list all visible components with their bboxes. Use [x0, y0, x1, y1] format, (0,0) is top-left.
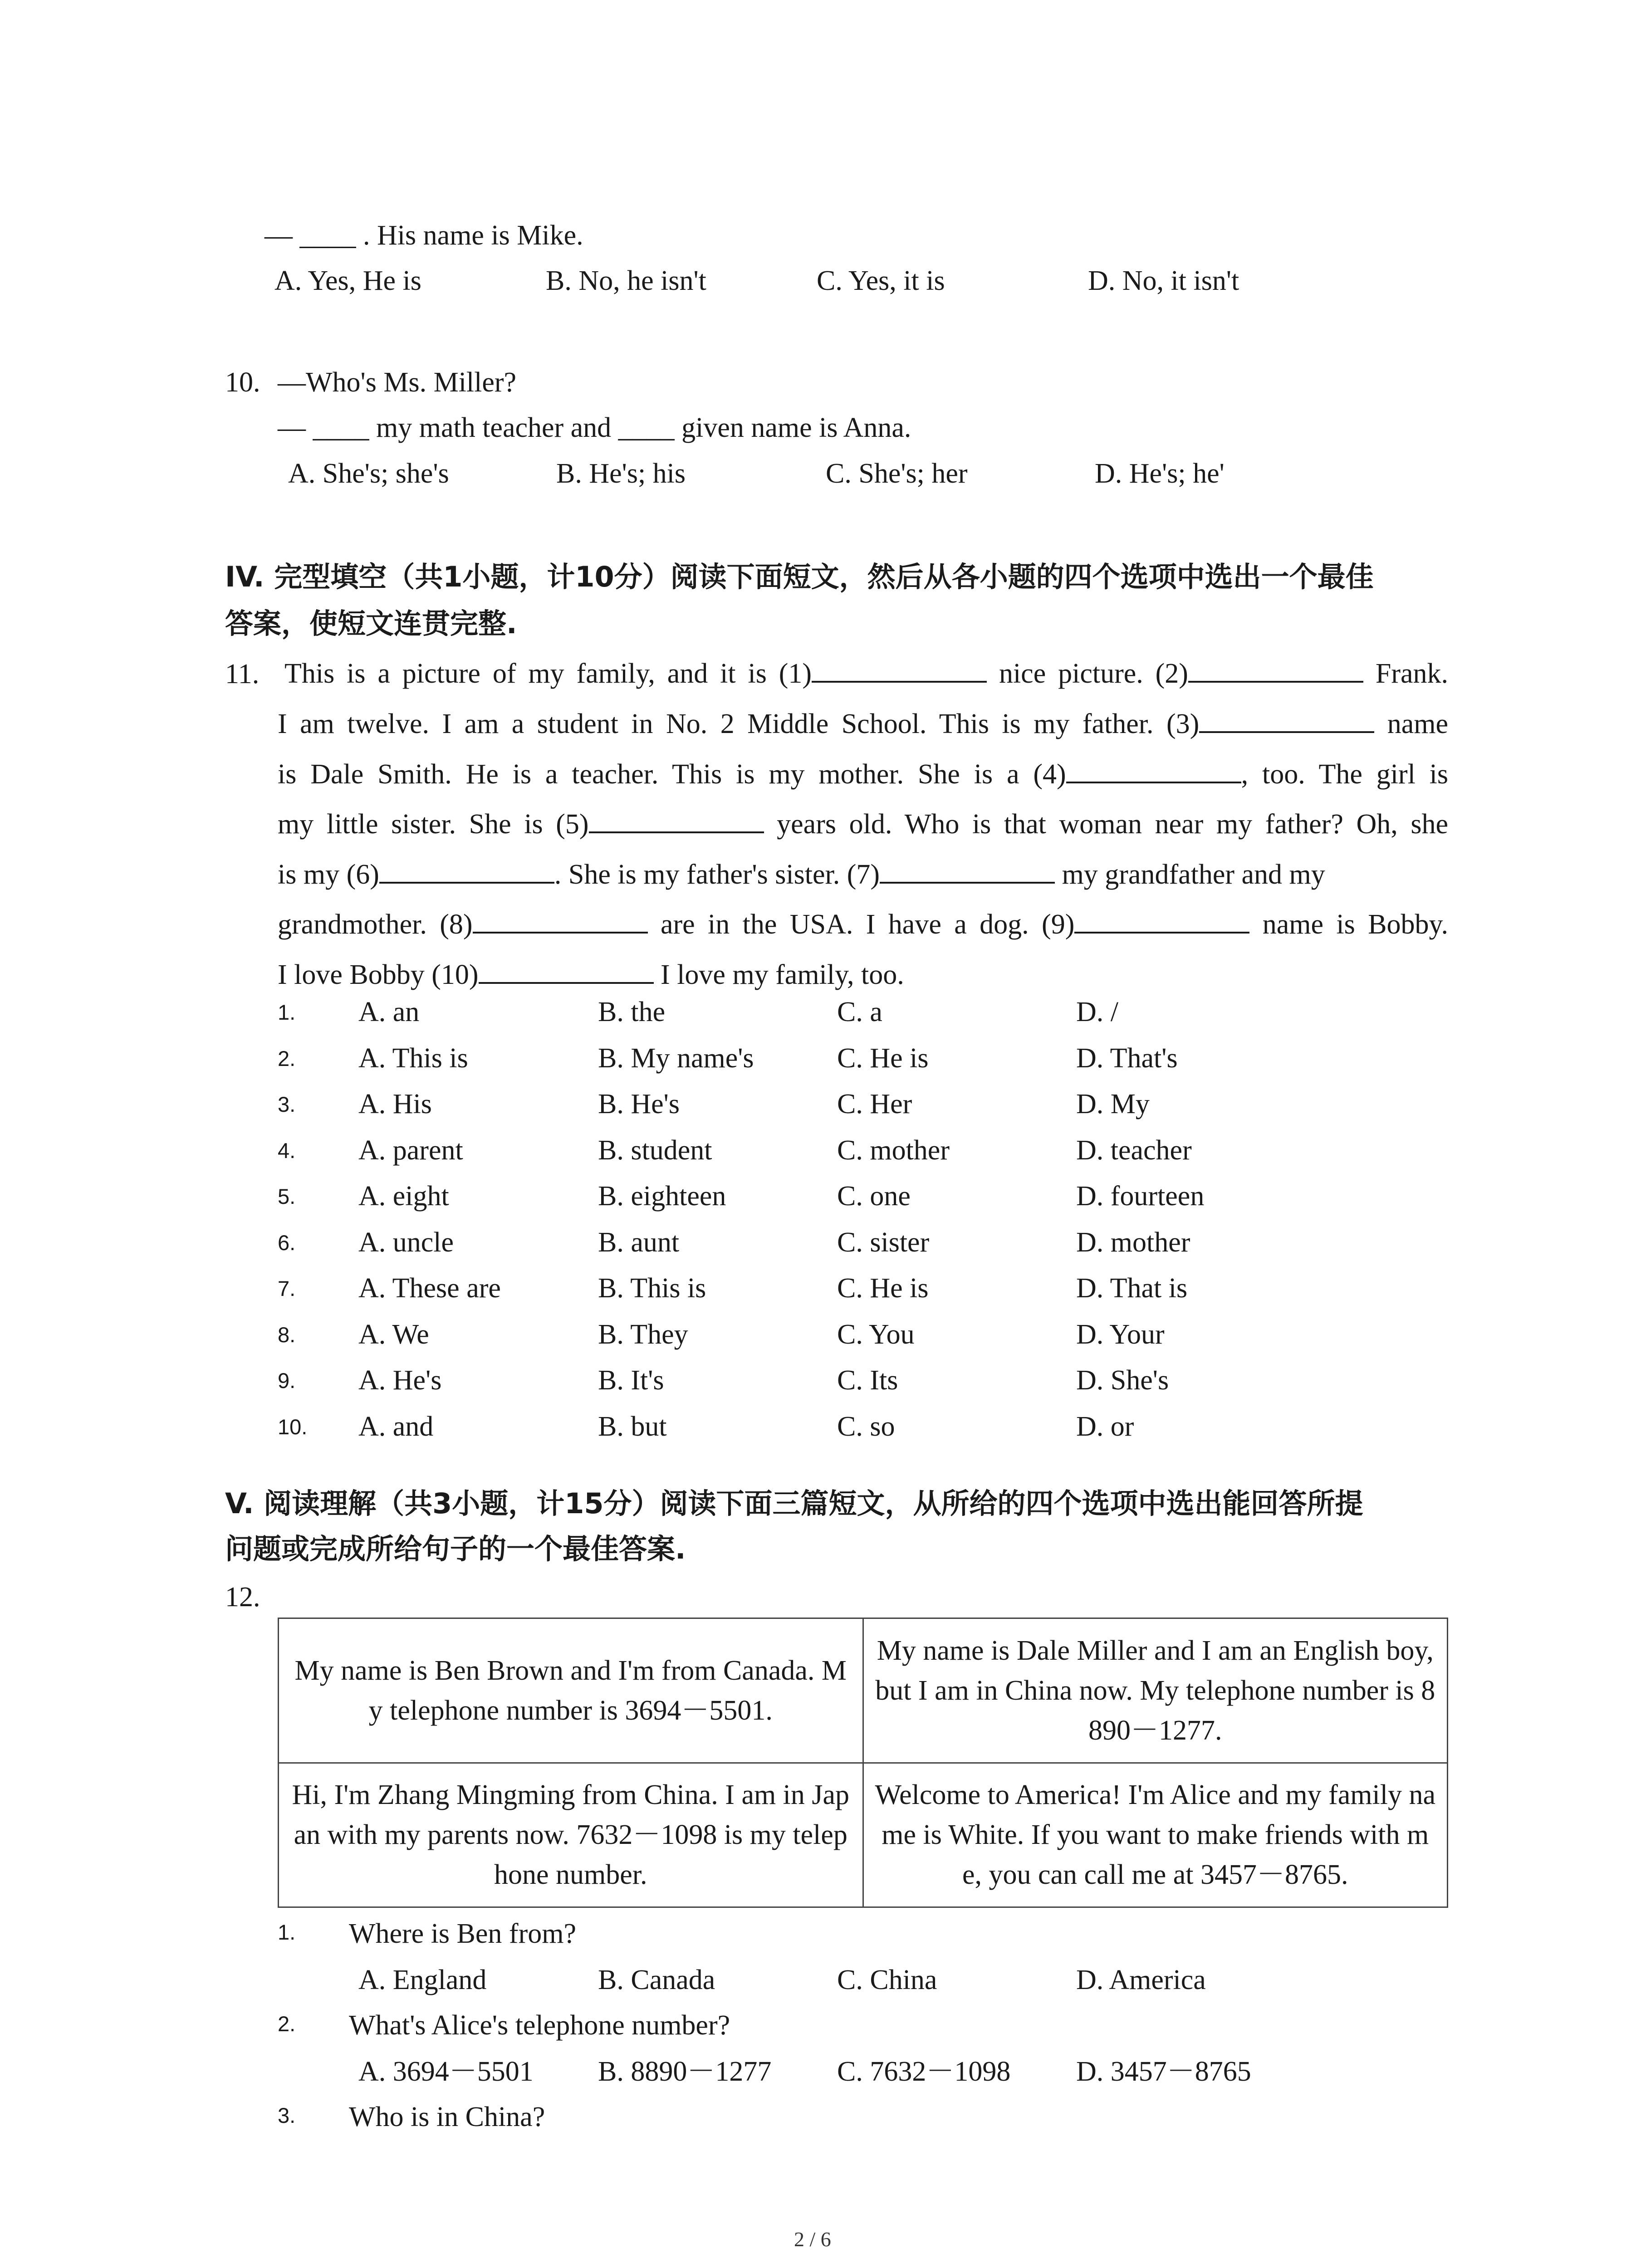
q11-passage-line-1: This is a picture of my family, and it is (1) nice picture. (2) Frank. — [284, 658, 1448, 689]
q11-option-d[interactable]: D. My — [1076, 1089, 1150, 1119]
q12-sub3-question: Who is in China? — [349, 2102, 545, 2132]
q11-option-number: 3. — [278, 1092, 296, 1116]
q11-option-number: 1. — [278, 1000, 296, 1024]
q11-option-b[interactable]: B. He's — [598, 1089, 680, 1119]
blank-9[interactable] — [1074, 908, 1249, 934]
q11-option-c[interactable]: C. You — [837, 1319, 915, 1350]
q11-option-d[interactable]: D. That is — [1076, 1273, 1188, 1304]
q11-option-d[interactable]: D. teacher — [1076, 1135, 1192, 1166]
blank-6[interactable] — [379, 858, 554, 884]
section-4-heading-line2: 答案，使短文连贯完整. — [225, 607, 517, 640]
q11-option-number: 9. — [278, 1369, 296, 1393]
q11-option-a[interactable]: A. He's — [358, 1365, 442, 1396]
q11-option-b[interactable]: B. This is — [598, 1273, 706, 1304]
q12-sub2-question: What's Alice's telephone number? — [349, 2010, 730, 2041]
q11-option-d[interactable]: D. or — [1076, 1411, 1134, 1442]
q11-option-b[interactable]: B. They — [598, 1319, 688, 1350]
blank-7[interactable] — [880, 858, 1055, 884]
q10-question: —Who's Ms. Miller? — [278, 367, 517, 398]
q12-sub1-number: 1. — [278, 1920, 296, 1944]
q12-number: 12. — [225, 1582, 260, 1613]
q11-option-a[interactable]: A. This is — [358, 1043, 468, 1074]
table-cell-zhang: Hi, I'm Zhang Mingming from China. I am in Japan with my parents now. 7632－1098 is my telephone number. — [279, 1763, 863, 1907]
q11-option-a[interactable]: A. an — [358, 997, 420, 1027]
blank-2[interactable] — [1188, 657, 1363, 683]
q11-option-c[interactable]: C. He is — [837, 1273, 929, 1304]
q11-option-a[interactable]: A. These are — [358, 1273, 501, 1304]
q11-option-b[interactable]: B. It's — [598, 1365, 664, 1396]
q11-option-b[interactable]: B. but — [598, 1411, 667, 1442]
section-4-heading-line1: IV. 完型填空（共1小题，计10分）阅读下面短文，然后从各小题的四个选项中选出一个最佳 — [225, 560, 1374, 593]
q12-sub2-number: 2. — [278, 2012, 296, 2036]
q11-option-number: 8. — [278, 1323, 296, 1347]
q11-option-a[interactable]: A. eight — [358, 1181, 449, 1212]
q12-sub1-option-d[interactable]: D. America — [1076, 1965, 1206, 1995]
q10-number: 10. — [225, 367, 260, 398]
q11-option-number: 6. — [278, 1231, 296, 1255]
q11-option-d[interactable]: D. mother — [1076, 1227, 1190, 1258]
q11-passage-line-3: is Dale Smith. He is a teacher. This is my mother. She is a (4) , too. The girl is — [278, 759, 1448, 790]
q11-option-number: 4. — [278, 1139, 296, 1163]
q12-sub1-option-b[interactable]: B. Canada — [598, 1965, 715, 1995]
blank-10[interactable] — [479, 958, 654, 984]
q11-passage-line-6: grandmother. (8) are in the USA. I have a dog. (9) name is Bobby. — [278, 909, 1448, 940]
q12-sub2-option-c[interactable]: C. 7632－1098 — [837, 2056, 1011, 2087]
q11-option-a[interactable]: A. and — [358, 1411, 434, 1442]
q12-sub1-option-c[interactable]: C. China — [837, 1965, 937, 1995]
q9-option-a: A. Yes, He is — [274, 265, 421, 296]
q11-option-c[interactable]: C. Her — [837, 1089, 912, 1119]
q11-option-b[interactable]: B. My name's — [598, 1043, 754, 1074]
q11-option-c[interactable]: C. so — [837, 1411, 895, 1442]
q11-passage-line-7: I love Bobby (10) I love my family, too. — [278, 959, 904, 990]
q12-sub2-option-a[interactable]: A. 3694－5501 — [358, 2056, 534, 2087]
blank-8[interactable] — [473, 908, 648, 934]
table-cell-ben: My name is Ben Brown and I'm from Canada. My telephone number is 3694－5501. — [279, 1618, 863, 1763]
q12-sub1-question: Where is Ben from? — [349, 1918, 576, 1949]
q11-option-c[interactable]: C. mother — [837, 1135, 950, 1166]
q10-answer-line: — ____ my math teacher and ____ given name is Anna. — [278, 412, 911, 443]
q12-sub1-option-a[interactable]: A. England — [358, 1965, 487, 1995]
q10-option-c: C. She's; her — [826, 458, 968, 489]
section-5-heading-line2: 问题或完成所给句子的一个最佳答案. — [225, 1532, 686, 1565]
q11-option-d[interactable]: D. That's — [1076, 1043, 1178, 1074]
q11-option-a[interactable]: A. parent — [358, 1135, 463, 1166]
q11-option-b[interactable]: B. eighteen — [598, 1181, 726, 1212]
q11-option-d[interactable]: D. / — [1076, 997, 1118, 1027]
q11-option-number: 5. — [278, 1184, 296, 1208]
q11-option-a[interactable]: A. uncle — [358, 1227, 454, 1258]
q11-option-a[interactable]: A. We — [358, 1319, 429, 1350]
q11-passage-line-5: is my (6) . She is my father's sister. (7) my grandfather and my — [278, 859, 1325, 890]
blank-5[interactable] — [589, 808, 764, 833]
q11-option-d[interactable]: D. fourteen — [1076, 1181, 1205, 1212]
q11-option-c[interactable]: C. a — [837, 997, 882, 1027]
table-cell-alice: Welcome to America! I'm Alice and my family name is White. If you want to make friends with me, you can call me at 3457－8765. — [863, 1763, 1448, 1907]
q11-option-c[interactable]: C. Its — [837, 1365, 898, 1396]
q9-option-b: B. No, he isn't — [546, 265, 706, 296]
q11-option-a[interactable]: A. His — [358, 1089, 432, 1119]
q11-option-c[interactable]: C. one — [837, 1181, 911, 1212]
q11-option-number: 2. — [278, 1046, 296, 1070]
q11-option-d[interactable]: D. She's — [1076, 1365, 1169, 1396]
blank-3[interactable] — [1199, 708, 1374, 733]
page-number: 2 / 6 — [794, 2228, 831, 2251]
q10-option-b: B. He's; his — [556, 458, 686, 489]
q12-info-table — [278, 1618, 1448, 1908]
q9-answer-line: — ____ . His name is Mike. — [265, 220, 583, 251]
q11-option-b[interactable]: B. aunt — [598, 1227, 680, 1258]
q11-option-b[interactable]: B. student — [598, 1135, 712, 1166]
q12-sub2-option-b[interactable]: B. 8890－1277 — [598, 2056, 772, 2087]
table-cell-dale: My name is Dale Miller and I am an English boy, but I am in China now. My telephone number is 8890－1277. — [863, 1618, 1448, 1763]
table-row — [279, 1763, 1448, 1907]
blank-4[interactable] — [1066, 758, 1241, 783]
q11-option-number: 7. — [278, 1276, 296, 1300]
q11-option-number: 10. — [278, 1415, 308, 1439]
q9-option-c: C. Yes, it is — [817, 265, 945, 296]
table-row — [279, 1618, 1448, 1763]
q11-option-b[interactable]: B. the — [598, 997, 666, 1027]
q10-option-d: D. He's; he' — [1095, 458, 1225, 489]
q11-option-d[interactable]: D. Your — [1076, 1319, 1165, 1350]
q11-passage-line-2: I am twelve. I am a student in No. 2 Middle School. This is my father. (3) name — [278, 709, 1448, 739]
q10-option-a: A. She's; she's — [288, 458, 449, 489]
q9-option-d: D. No, it isn't — [1088, 265, 1239, 296]
blank-1[interactable] — [812, 657, 987, 683]
q11-number: 11. — [225, 659, 260, 689]
q12-sub3-number: 3. — [278, 2103, 296, 2127]
q11-option-c[interactable]: C. He is — [837, 1043, 929, 1074]
section-5-heading-line1: V. 阅读理解（共3小题，计15分）阅读下面三篇短文，从所给的四个选项中选出能回答所提 — [225, 1487, 1363, 1520]
q11-passage-line-4: my little sister. She is (5) years old. Who is that woman near my father? Oh, she — [278, 809, 1448, 840]
q12-sub2-option-d[interactable]: D. 3457－8765 — [1076, 2056, 1251, 2087]
q11-option-c[interactable]: C. sister — [837, 1227, 930, 1258]
